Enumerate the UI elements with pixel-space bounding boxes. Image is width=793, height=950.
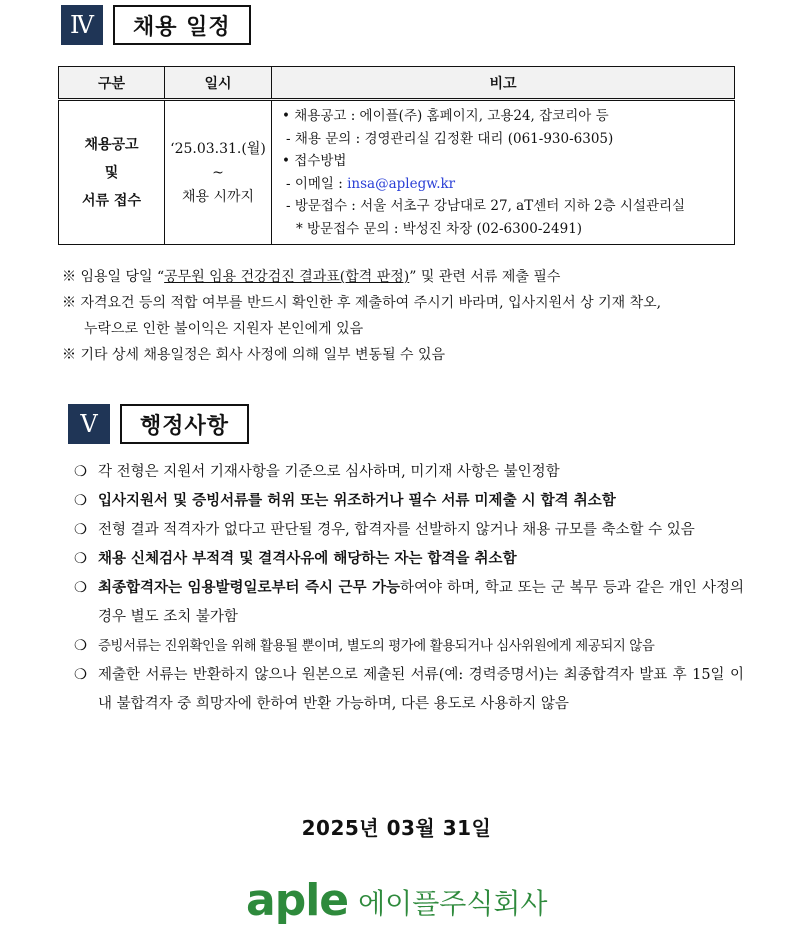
list-item <box>74 661 744 719</box>
date-cell <box>165 100 272 245</box>
list-item <box>74 487 744 516</box>
email-link[interactable]: insa@aplegw.kr <box>347 175 456 192</box>
header-category: 구분 <box>59 67 165 100</box>
list-item-text: 전형 결과 적격자가 없다고 판단될 경우, 합격자를 선발하지 않거나 채용 규모를 축소할 수 있음 <box>98 522 695 538</box>
section-5-header <box>68 404 249 444</box>
list-item-text: 입사지원서 및 증빙서류를 허위 또는 위조하거나 필수 서류 미제출 시 합격 취소함 <box>98 493 616 509</box>
remark-inquiry: - 채용 문의 : 경영관리실 김정환 대리 (061-930-6305) <box>286 130 614 147</box>
remark-email <box>282 173 726 196</box>
section-4-title: 채용 일정 <box>113 5 251 45</box>
notice-text: ※ 임용일 당일 “ <box>62 269 165 285</box>
notice-item-continued: 누락으로 인한 불이익은 지원자 본인에게 있음 <box>84 321 364 337</box>
list-item-text: 증빙서류는 진위확인을 위해 활용될 뿐이며, 별도의 평가에 활용되거나 심사위원에게 제공되지 않음 <box>98 639 655 654</box>
schedule-table <box>58 66 735 245</box>
company-logo <box>246 876 547 926</box>
circle-bullet-icon: ❍ <box>74 638 87 654</box>
circle-bullet-icon: ❍ <box>74 667 87 683</box>
circle-bullet-icon: ❍ <box>74 522 87 538</box>
admin-list <box>74 458 744 719</box>
list-item-text <box>98 574 744 632</box>
list-item <box>74 632 744 661</box>
list-item-text: 각 전형은 지원서 기재사항을 기준으로 심사하며, 미기재 사항은 불인정함 <box>98 464 560 480</box>
list-item <box>74 574 744 632</box>
remark-visit-inquiry: * 방문접수 문의 : 박성진 차장 (02-6300-2491) <box>296 220 583 237</box>
list-item-bold: 최종합격자는 임용발령일로부터 즉시 근무 가능 <box>98 580 400 596</box>
section-5-title: 행정사항 <box>120 404 249 444</box>
list-item-rest: 하여야 하며, 학교 또는 군 복무 등과 같은 개인 사정의 경우 별도 조치 불가함 <box>98 580 744 625</box>
section-4-numeral: Ⅳ <box>61 5 103 45</box>
circle-bullet-icon: ❍ <box>74 493 87 509</box>
remark-method: • 접수방법 <box>282 153 347 169</box>
remark-visit: - 방문접수 : 서울 서초구 강남대로 27, aT센터 지하 2층 시설관리실 <box>286 198 686 214</box>
remark-email-label: - 이메일 : <box>286 175 348 192</box>
circle-bullet-icon: ❍ <box>74 464 87 480</box>
category-cell <box>59 100 165 245</box>
notice-item: ※ 자격요건 등의 적합 여부를 반드시 확인한 후 제출하여 주시기 바라며, 입사지원서 상 기재 착오, <box>62 295 662 311</box>
document-date: 2025년 03월 31일 <box>301 816 492 840</box>
list-item-text: 채용 신체검사 부적격 및 결격사유에 해당하는 자는 합격을 취소함 <box>98 551 517 567</box>
logo-mark: aple <box>246 875 349 926</box>
notice-item <box>62 264 742 290</box>
list-item <box>74 458 744 487</box>
date-line: ‘25.03.31.(월) <box>170 140 266 157</box>
logo-company-name: 에이플주식회사 <box>358 887 548 920</box>
date-line: 채용 시까지 <box>181 188 255 205</box>
notice-text: ” 및 관련 서류 제출 필수 <box>409 269 561 285</box>
notice-list <box>62 264 742 368</box>
category-line: 서류 접수 <box>82 192 141 209</box>
circle-bullet-icon: ❍ <box>74 551 87 567</box>
table-row <box>59 100 735 245</box>
list-item <box>74 545 744 574</box>
category-line: 채용공고 <box>84 136 139 153</box>
header-remarks: 비고 <box>272 67 735 100</box>
header-date: 일시 <box>165 67 272 100</box>
section-5-numeral: Ⅴ <box>68 404 110 444</box>
list-item-text: 제출한 서류는 반환하지 않으나 원본으로 제출된 서류(예: 경력증명서)는 최종합격자 발표 후 15일 이내 불합격자 중 희망자에 한하여 반환 가능하며, 다른 용도로 사용하지 않음 <box>98 667 744 712</box>
category-line: 및 <box>104 164 119 181</box>
date-line: ~ <box>212 164 224 181</box>
section-4-header <box>61 5 251 45</box>
remarks-cell <box>272 100 735 245</box>
notice-item: ※ 기타 상세 채용일정은 회사 사정에 의해 일부 변동될 수 있음 <box>62 347 446 363</box>
circle-bullet-icon: ❍ <box>74 580 87 596</box>
notice-underlined: 공무원 임용 건강검진 결과표(합격 판정) <box>164 269 410 285</box>
list-item <box>74 516 744 545</box>
table-header-row <box>59 67 735 100</box>
remark-posting: • 채용공고 : 에이플(주) 홈페이지, 고용24, 잡코리아 등 <box>282 108 609 124</box>
